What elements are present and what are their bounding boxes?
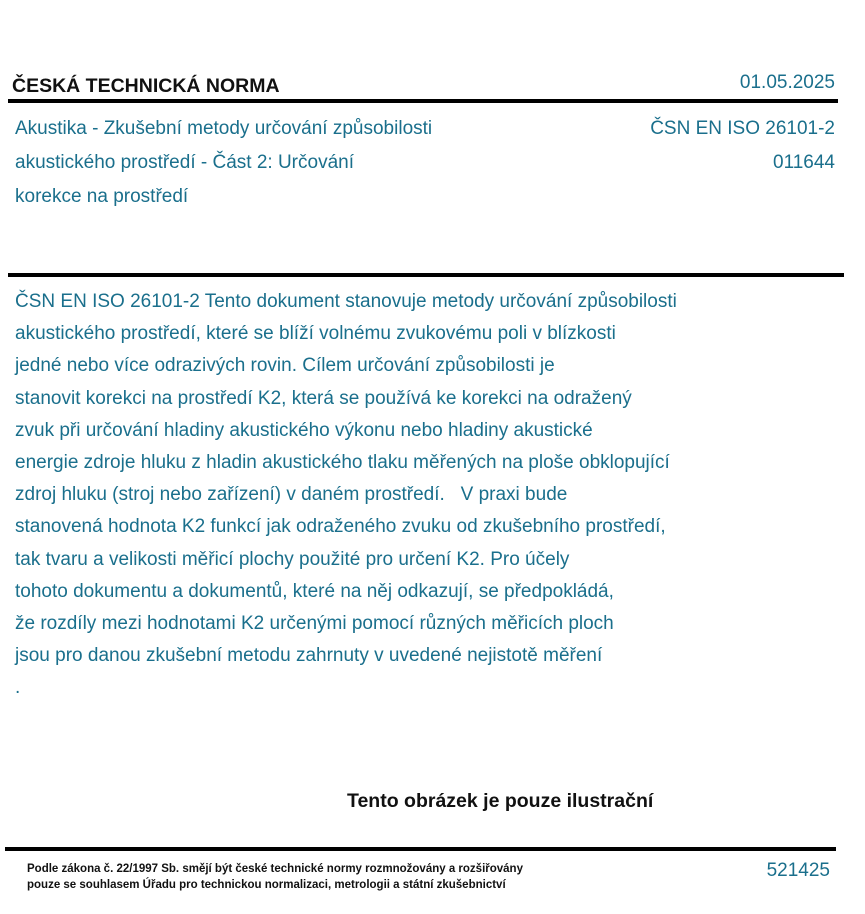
abstract-line: . bbox=[15, 677, 21, 699]
abstract-line: jsou pro danou zkušební metodu zahrnuty v uvedené nejistotě měření bbox=[15, 645, 603, 667]
illustration-note: Tento obrázek je pouze ilustrační bbox=[347, 790, 654, 812]
document-title-line: Akustika - Zkušební metody určování způsobilosti bbox=[15, 118, 433, 139]
abstract-line: tohoto dokumentu a dokumentů, které na něj odkazují, se předpokládá, bbox=[15, 580, 614, 602]
publication-date: 01.05.2025 bbox=[739, 72, 835, 93]
catalog-number: 011644 bbox=[773, 152, 835, 173]
abstract-line: energie zdroje hluku z hladin akustického tlaku měřených na ploše obklopující bbox=[15, 452, 670, 474]
abstract-line: ČSN EN ISO 26101-2 Tento dokument stanovuje metody určování způsobilosti bbox=[15, 291, 677, 312]
standard-identifier bbox=[650, 112, 835, 180]
standard-code: ČSN EN ISO 26101-2 bbox=[650, 118, 835, 139]
abstract-line: zdroj hluku (stroj nebo zařízení) v daném prostředí. V praxi bude bbox=[15, 484, 568, 506]
abstract-line: akustického prostředí, které se blíží volnému zvukovému poli v blízkosti bbox=[15, 323, 616, 345]
footer-divider bbox=[5, 847, 836, 851]
document-title-line: korekce na prostředí bbox=[15, 186, 189, 207]
abstract-line: že rozdíly mezi hodnotami K2 určenými pomocí různých měřicích ploch bbox=[15, 613, 614, 635]
abstract-line: stanovená hodnota K2 funkcí jak odraženého zvuku od zkušebního prostředí, bbox=[15, 516, 666, 538]
title-divider bbox=[8, 273, 844, 277]
abstract-line: stanovit korekci na prostředí K2, která se používá ke korekci na odražený bbox=[15, 387, 632, 409]
abstract-line: tak tvaru a velikosti měřicí plochy použité pro určení K2. Pro účely bbox=[15, 548, 570, 570]
document-abstract bbox=[15, 286, 835, 705]
header-divider bbox=[8, 99, 838, 103]
footer-document-number: 521425 bbox=[766, 860, 830, 881]
abstract-line: zvuk při určování hladiny akustického výkonu nebo hladiny akustické bbox=[15, 419, 593, 441]
abstract-line: jedné nebo více odrazivých rovin. Cílem určování způsobilosti je bbox=[15, 355, 555, 377]
norm-header-title: ČESKÁ TECHNICKÁ NORMA bbox=[12, 75, 280, 97]
document-title bbox=[15, 112, 505, 214]
legal-notice bbox=[27, 861, 523, 893]
legal-notice-line: pouze se souhlasem Úřadu pro technickou normalizaci, metrologii a státní zkušebnictví bbox=[27, 879, 506, 891]
document-title-line: akustického prostředí - Část 2: Určování bbox=[15, 152, 354, 173]
legal-notice-line: Podle zákona č. 22/1997 Sb. smějí být české technické normy rozmnožovány a rozšiřovány bbox=[27, 863, 523, 875]
